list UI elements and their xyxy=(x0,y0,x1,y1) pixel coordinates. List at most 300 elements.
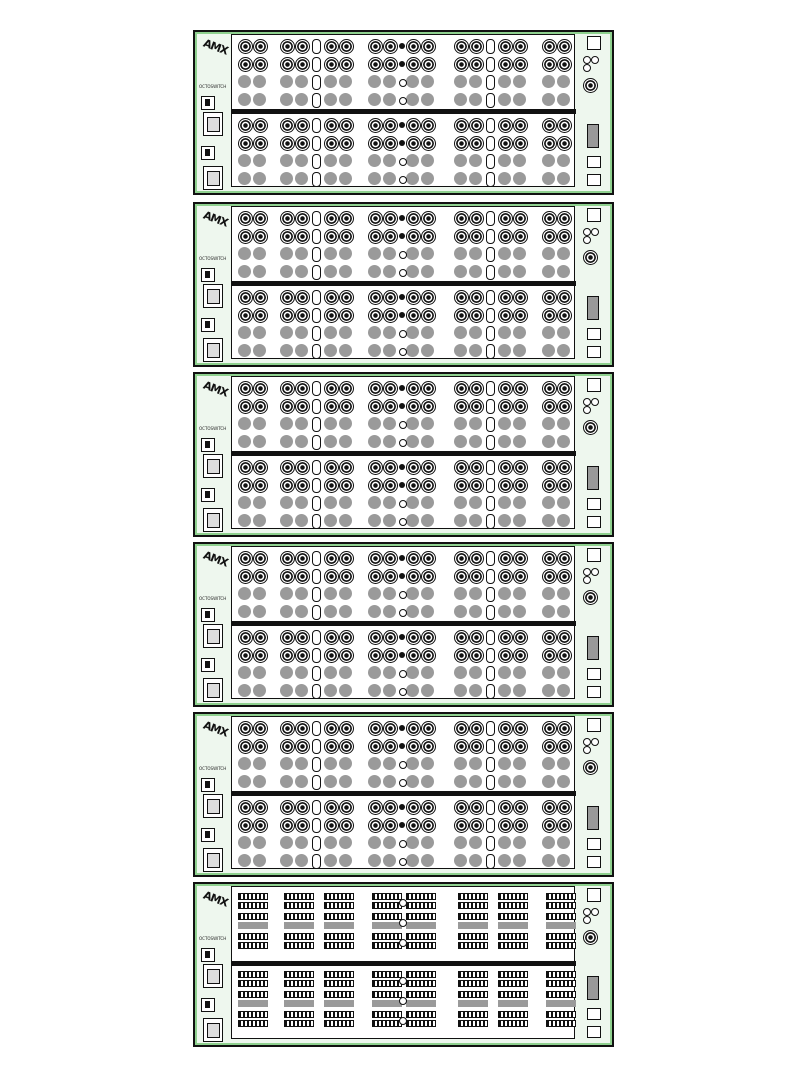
enclosure-video-1 xyxy=(193,30,614,195)
bnc-connector-icon xyxy=(542,57,557,72)
label-slot xyxy=(312,569,321,584)
label-slot xyxy=(486,569,495,584)
blank-plate xyxy=(324,587,337,600)
bnc-connector-icon xyxy=(368,399,383,414)
blank-plate xyxy=(280,75,293,88)
ethernet-port-icon xyxy=(587,718,601,732)
label-slot xyxy=(486,344,495,359)
bnc-connector-icon xyxy=(280,818,295,833)
label-slot xyxy=(312,154,321,169)
terminal-block-icon xyxy=(324,1011,354,1018)
bnc-connector-icon xyxy=(280,478,295,493)
blank-plate xyxy=(513,666,526,679)
blank-plate xyxy=(339,154,352,167)
status-led xyxy=(591,738,599,746)
blank-plate xyxy=(406,496,419,509)
bnc-connector-icon xyxy=(253,229,268,244)
bnc-connector-icon xyxy=(280,648,295,663)
bnc-connector-icon xyxy=(238,818,253,833)
bnc-connector-icon xyxy=(513,118,528,133)
bnc-connector-icon xyxy=(542,630,557,645)
bnc-connector-icon xyxy=(295,630,310,645)
label-slot xyxy=(312,399,321,414)
bnc-connector-icon xyxy=(542,308,557,323)
blank-plate xyxy=(284,1000,314,1007)
blank-plate xyxy=(513,435,526,448)
terminal-block-icon xyxy=(458,991,488,998)
indicator-dot xyxy=(399,251,407,259)
blank-plate xyxy=(557,435,570,448)
ethernet-port-icon xyxy=(587,498,601,510)
ethernet-port-icon xyxy=(587,208,601,222)
bnc-connector-icon xyxy=(542,118,557,133)
blank-plate xyxy=(557,757,570,770)
label-slot xyxy=(312,435,321,450)
bnc-connector-icon xyxy=(542,800,557,815)
bnc-connector-icon xyxy=(406,551,421,566)
label-slot xyxy=(486,154,495,169)
blank-plate xyxy=(421,666,434,679)
blank-plate xyxy=(406,417,419,430)
bnc-connector-icon xyxy=(454,460,469,475)
blank-plate xyxy=(498,417,511,430)
blank-plate xyxy=(513,417,526,430)
bnc-connector-icon xyxy=(238,229,253,244)
bnc-connector-icon xyxy=(406,308,421,323)
indicator-dot xyxy=(399,939,407,947)
terminal-block-icon xyxy=(238,1020,268,1027)
label-slot xyxy=(486,478,495,493)
serial-port-icon xyxy=(587,976,599,1000)
bnc-connector-icon xyxy=(469,478,484,493)
bnc-connector-icon xyxy=(406,39,421,54)
bnc-connector-icon xyxy=(513,136,528,151)
blank-plate xyxy=(406,514,419,527)
power-switch-icon xyxy=(201,438,215,452)
enclosure-video-5 xyxy=(193,712,614,877)
terminal-block-icon xyxy=(546,902,576,909)
connector-panel xyxy=(231,376,575,529)
bnc-connector-icon xyxy=(557,630,572,645)
terminal-block-icon xyxy=(546,942,576,949)
blank-plate xyxy=(557,417,570,430)
bnc-connector-icon xyxy=(238,460,253,475)
power-inlet-icon xyxy=(203,338,223,362)
bnc-connector-icon xyxy=(383,551,398,566)
bnc-connector-icon xyxy=(280,630,295,645)
ethernet-port-icon xyxy=(587,856,601,868)
bnc-connector-icon xyxy=(557,721,572,736)
ethernet-port-icon xyxy=(587,888,601,902)
blank-plate xyxy=(383,757,396,770)
power-switch-icon xyxy=(201,268,215,282)
blank-plate xyxy=(454,154,467,167)
label-slot xyxy=(312,172,321,187)
bnc-connector-icon xyxy=(498,39,513,54)
indicator-dot xyxy=(399,215,405,221)
bnc-connector-icon xyxy=(454,136,469,151)
blank-plate xyxy=(339,836,352,849)
bnc-connector-icon xyxy=(324,630,339,645)
blank-plate xyxy=(557,93,570,106)
terminal-block-icon xyxy=(546,913,576,920)
blank-plate xyxy=(295,247,308,260)
bnc-connector-icon xyxy=(557,229,572,244)
bnc-connector-icon xyxy=(324,39,339,54)
blank-plate xyxy=(253,514,266,527)
indicator-dot xyxy=(399,330,407,338)
label-slot xyxy=(312,514,321,529)
blank-plate xyxy=(542,75,555,88)
bnc-connector-icon xyxy=(469,569,484,584)
terminal-block-icon xyxy=(372,902,402,909)
terminal-block-icon xyxy=(458,902,488,909)
indicator-dot xyxy=(399,312,405,318)
blank-plate xyxy=(238,514,251,527)
status-led xyxy=(591,398,599,406)
bnc-connector-icon xyxy=(454,648,469,663)
blank-plate xyxy=(339,344,352,357)
label-slot xyxy=(486,75,495,90)
indicator-dot xyxy=(399,840,407,848)
bnc-connector-icon xyxy=(238,399,253,414)
bnc-connector-icon xyxy=(383,211,398,226)
terminal-block-icon xyxy=(324,942,354,949)
indicator-dot xyxy=(399,122,405,128)
power-inlet-icon xyxy=(203,624,223,648)
bnc-connector-icon xyxy=(469,57,484,72)
bnc-connector-icon xyxy=(557,800,572,815)
bnc-connector-icon xyxy=(454,308,469,323)
blank-plate xyxy=(513,684,526,697)
indicator-dot xyxy=(399,822,405,828)
terminal-block-icon xyxy=(546,980,576,987)
blank-plate xyxy=(406,172,419,185)
terminal-block-icon xyxy=(324,913,354,920)
bnc-connector-icon xyxy=(253,551,268,566)
label-slot xyxy=(312,648,321,663)
bnc-connector-icon xyxy=(498,308,513,323)
label-slot xyxy=(312,247,321,262)
bnc-connector-icon xyxy=(280,739,295,754)
bnc-connector-icon xyxy=(295,460,310,475)
indicator-dot xyxy=(399,464,405,470)
status-led xyxy=(591,56,599,64)
blank-plate xyxy=(324,757,337,770)
bnc-connector-icon xyxy=(421,818,436,833)
blank-plate xyxy=(498,496,511,509)
status-led xyxy=(583,746,591,754)
blank-plate xyxy=(284,922,314,929)
bnc-connector-icon xyxy=(542,478,557,493)
blank-plate xyxy=(238,587,251,600)
blank-plate xyxy=(383,417,396,430)
terminal-block-icon xyxy=(546,1020,576,1027)
blank-plate xyxy=(469,435,482,448)
bnc-connector-icon xyxy=(280,136,295,151)
bnc-connector-icon xyxy=(513,39,528,54)
bnc-connector-icon xyxy=(383,136,398,151)
indicator-dot xyxy=(399,385,405,391)
indicator-dot xyxy=(399,233,405,239)
blank-plate xyxy=(469,666,482,679)
blank-plate xyxy=(339,854,352,867)
bnc-connector-icon xyxy=(513,800,528,815)
terminal-block-icon xyxy=(546,1011,576,1018)
terminal-block-icon xyxy=(284,913,314,920)
bnc-connector-icon xyxy=(542,551,557,566)
bnc-connector-icon xyxy=(368,800,383,815)
blank-plate xyxy=(368,836,381,849)
bnc-connector-icon xyxy=(324,818,339,833)
blank-plate xyxy=(253,75,266,88)
enclosure-video-4 xyxy=(193,542,614,707)
indicator-dot xyxy=(399,997,407,1005)
blank-plate xyxy=(295,775,308,788)
bnc-connector-icon xyxy=(421,57,436,72)
blank-plate xyxy=(498,75,511,88)
label-slot xyxy=(312,417,321,432)
power-column xyxy=(197,886,230,1043)
blank-plate xyxy=(406,605,419,618)
blank-plate xyxy=(295,93,308,106)
blank-plate xyxy=(339,587,352,600)
blank-plate xyxy=(253,172,266,185)
bnc-connector-icon xyxy=(238,39,253,54)
ethernet-port-icon xyxy=(587,346,601,358)
bnc-connector-icon xyxy=(339,800,354,815)
bnc-connector-icon xyxy=(406,721,421,736)
terminal-block-icon xyxy=(238,971,268,978)
blank-plate xyxy=(406,154,419,167)
terminal-block-icon xyxy=(372,913,402,920)
bnc-connector-icon xyxy=(454,381,469,396)
blank-plate xyxy=(454,757,467,770)
bnc-connector-icon xyxy=(368,211,383,226)
blank-plate xyxy=(557,75,570,88)
blank-plate xyxy=(339,326,352,339)
blank-plate xyxy=(469,684,482,697)
indicator-dot xyxy=(399,348,407,356)
ethernet-port-icon xyxy=(587,1008,601,1020)
blank-plate xyxy=(339,666,352,679)
terminal-block-icon xyxy=(372,1011,402,1018)
blank-plate xyxy=(454,326,467,339)
label-slot xyxy=(486,229,495,244)
bnc-connector-icon xyxy=(280,399,295,414)
blank-plate xyxy=(406,326,419,339)
bnc-connector-icon xyxy=(339,57,354,72)
connector-panel xyxy=(231,716,575,869)
blank-plate xyxy=(339,684,352,697)
bnc-connector-icon xyxy=(513,57,528,72)
bnc-connector-icon xyxy=(295,551,310,566)
blank-plate xyxy=(421,172,434,185)
octoswitch-label: OCTOSWITCH xyxy=(199,84,227,89)
blank-plate xyxy=(498,514,511,527)
indicator-dot xyxy=(399,899,407,907)
bnc-connector-icon xyxy=(557,460,572,475)
blank-plate xyxy=(238,154,251,167)
blank-plate xyxy=(368,514,381,527)
bnc-connector-icon xyxy=(557,290,572,305)
bnc-connector-icon xyxy=(542,229,557,244)
bnc-connector-icon xyxy=(253,569,268,584)
indicator-dot xyxy=(399,725,405,731)
power-switch-icon xyxy=(201,318,215,332)
bnc-connector-icon xyxy=(542,211,557,226)
bnc-connector-icon xyxy=(469,136,484,151)
bnc-connector-icon xyxy=(383,818,398,833)
bnc-connector-icon xyxy=(339,551,354,566)
bnc-connector-icon xyxy=(339,818,354,833)
blank-plate xyxy=(280,93,293,106)
blank-plate xyxy=(253,757,266,770)
indicator-dot xyxy=(399,670,407,678)
bnc-connector-icon xyxy=(421,648,436,663)
bnc-connector-icon xyxy=(406,399,421,414)
blank-plate xyxy=(295,605,308,618)
indicator-dot xyxy=(399,743,405,749)
bnc-connector-icon xyxy=(406,211,421,226)
bnc-connector-icon xyxy=(469,381,484,396)
bnc-connector-icon xyxy=(498,118,513,133)
bnc-connector-icon xyxy=(253,739,268,754)
bnc-connector-icon xyxy=(454,739,469,754)
blank-plate xyxy=(368,172,381,185)
bnc-connector-icon xyxy=(406,630,421,645)
terminal-block-icon xyxy=(406,991,436,998)
blank-plate xyxy=(469,757,482,770)
bnc-connector-icon xyxy=(383,57,398,72)
label-slot xyxy=(312,775,321,790)
amx-logo: AMX xyxy=(201,718,230,740)
ethernet-port-icon xyxy=(587,548,601,562)
bnc-connector-icon xyxy=(557,399,572,414)
bnc-connector-icon xyxy=(469,39,484,54)
blank-plate xyxy=(498,854,511,867)
blank-plate xyxy=(498,93,511,106)
amx-logo: AMX xyxy=(201,888,230,910)
power-column xyxy=(197,546,230,703)
label-slot xyxy=(486,57,495,72)
power-column xyxy=(197,206,230,363)
blank-plate xyxy=(469,265,482,278)
blank-plate xyxy=(421,435,434,448)
bnc-connector-icon xyxy=(406,381,421,396)
bnc-connector-icon xyxy=(498,818,513,833)
terminal-block-icon xyxy=(546,893,576,900)
power-switch-icon xyxy=(201,146,215,160)
enclosure-video-2 xyxy=(193,202,614,367)
bnc-connector-icon xyxy=(253,290,268,305)
blank-plate xyxy=(368,326,381,339)
blank-plate xyxy=(542,344,555,357)
indicator-dot xyxy=(399,688,407,696)
blank-plate xyxy=(498,154,511,167)
bnc-connector-icon xyxy=(542,290,557,305)
ethernet-port-icon xyxy=(587,838,601,850)
power-column xyxy=(197,376,230,533)
label-slot xyxy=(312,344,321,359)
terminal-block-icon xyxy=(238,991,268,998)
blank-plate xyxy=(324,684,337,697)
blank-plate xyxy=(454,75,467,88)
bnc-connector-icon xyxy=(368,381,383,396)
blank-plate xyxy=(339,496,352,509)
blank-plate xyxy=(383,854,396,867)
status-led xyxy=(591,228,599,236)
blank-plate xyxy=(238,854,251,867)
label-slot xyxy=(312,605,321,620)
blank-plate xyxy=(295,587,308,600)
bnc-connector-icon xyxy=(238,381,253,396)
blank-plate xyxy=(542,172,555,185)
power-inlet-icon xyxy=(203,848,223,872)
blank-plate xyxy=(542,684,555,697)
amx-logo: AMX xyxy=(201,548,230,570)
bnc-connector-icon xyxy=(324,308,339,323)
indicator-dot xyxy=(399,761,407,769)
bnc-connector-icon xyxy=(542,399,557,414)
blank-plate xyxy=(295,684,308,697)
bnc-connector-icon xyxy=(557,818,572,833)
status-led xyxy=(583,738,591,746)
blank-plate xyxy=(542,836,555,849)
bnc-connector-icon xyxy=(295,57,310,72)
power-inlet-icon xyxy=(203,166,223,190)
blank-plate xyxy=(324,836,337,849)
label-slot xyxy=(486,211,495,226)
terminal-block-icon xyxy=(238,902,268,909)
power-inlet-icon xyxy=(203,794,223,818)
blank-plate xyxy=(469,417,482,430)
bnc-connector-icon xyxy=(454,569,469,584)
blank-plate xyxy=(513,344,526,357)
blank-plate xyxy=(339,247,352,260)
bnc-connector-icon xyxy=(280,800,295,815)
indicator-dot xyxy=(399,176,407,184)
serial-port-icon xyxy=(587,466,599,490)
indicator-dot xyxy=(399,977,407,985)
blank-plate xyxy=(406,344,419,357)
blank-plate xyxy=(368,587,381,600)
bnc-connector-icon xyxy=(406,478,421,493)
blank-plate xyxy=(253,247,266,260)
blank-plate xyxy=(238,605,251,618)
terminal-block-icon xyxy=(406,1020,436,1027)
blank-plate xyxy=(253,93,266,106)
blank-plate xyxy=(238,247,251,260)
blank-plate xyxy=(542,247,555,260)
blank-plate xyxy=(542,265,555,278)
bnc-connector-icon xyxy=(339,399,354,414)
bnc-connector-icon xyxy=(469,630,484,645)
bnc-connector-icon xyxy=(421,630,436,645)
blank-plate xyxy=(280,836,293,849)
blank-plate xyxy=(238,75,251,88)
bnc-connector-icon xyxy=(498,739,513,754)
bnc-connector-icon xyxy=(368,630,383,645)
blank-plate xyxy=(469,75,482,88)
blank-plate xyxy=(253,154,266,167)
bnc-connector-icon xyxy=(368,478,383,493)
blank-plate xyxy=(280,514,293,527)
control-io-column xyxy=(579,546,607,703)
bnc-connector-icon xyxy=(542,569,557,584)
power-switch-icon xyxy=(201,998,215,1012)
bnc-connector-icon xyxy=(238,57,253,72)
